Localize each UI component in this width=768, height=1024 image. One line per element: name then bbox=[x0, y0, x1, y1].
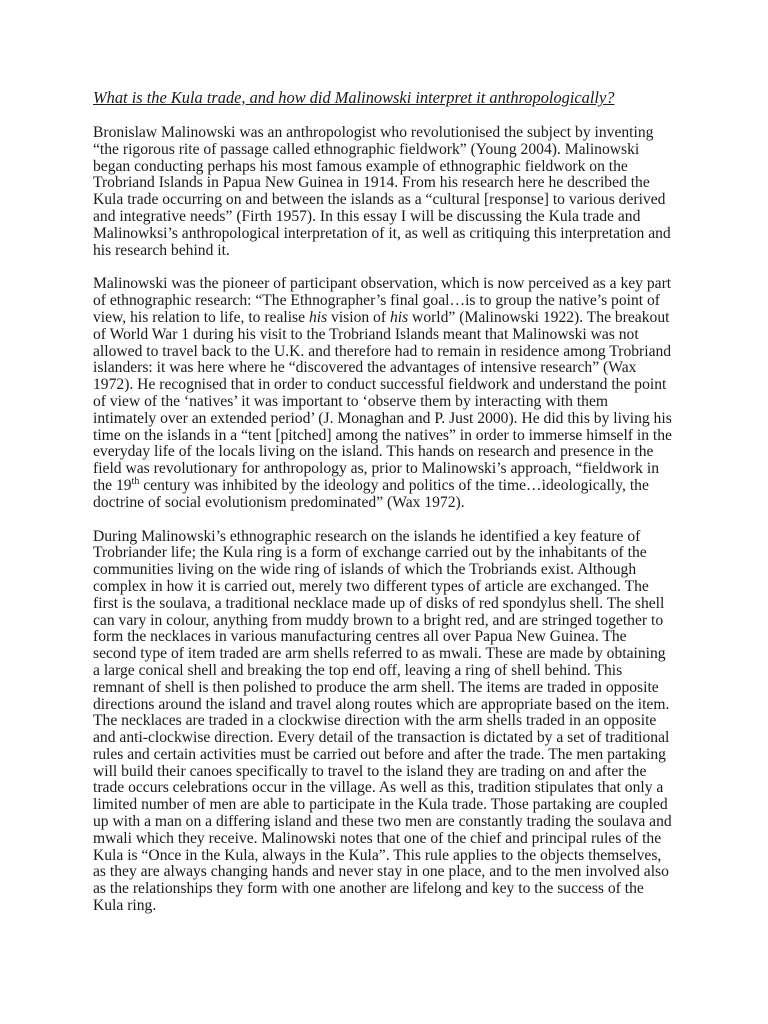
paragraph-text-part-c: world” (Malinowski 1922). The breakout of World War 1 during his visit to the Trobriand Islands meant that Malinowski was not allowed to travel back to the U.K. and therefore had to remain in residence among Trobriand islanders: it was here where he “discovered the advantages of intensive research” (Wax 1972). He recognised that in order to conduct successful fieldwork and understand the point of view of the ‘natives’ it was important to ‘observe them by interacting with them intimately over an extended period’ (J. Monaghan and P. Just 2000). He did this by living his time on the islands in a “tent [pitched] among the natives” in order to immerse himself in the everyday life of the locals living on the island. This hands on research and presence in the field was revolutionary for anthropology as, prior to Malinowski’s approach, “fieldwork in the 19 bbox=[93, 308, 672, 494]
document-body bbox=[93, 88, 673, 932]
paragraph-intro bbox=[93, 125, 673, 259]
paragraph-text-part-d: century was inhibited by the ideology and politics of the time…ideologically, the doctrine of social evolutionism predominated” (Wax 1972). bbox=[93, 476, 649, 511]
superscript-th: th bbox=[131, 475, 140, 487]
paragraph-intro-text: Bronislaw Malinowski was an anthropologist who revolutionised the subject by inventing “the rigorous rite of passage called ethnographic fieldwork” (Young 2004). Malinowski began conducting perhaps his most famous example of ethnographic fieldwork on the Trobriand Islands in Papua New Guinea in 1914. From his research here he described the Kula trade occurring on and between the islands as a “cultural [response] to various derived and integrative needs” (Firth 1957). In this essay I will be discussing the Kula trade and Malinowksi’s anthropological interpretation of it, as well as critiquing this interpretation and his research behind it. bbox=[93, 124, 671, 259]
paragraph-text-part-b: vision of bbox=[327, 308, 390, 326]
italic-his-1: his bbox=[308, 308, 328, 326]
document-title: What is the Kula trade, and how did Malinowski interpret it anthropologically? bbox=[93, 88, 615, 107]
paragraph-kula-ring bbox=[93, 529, 673, 915]
paragraph-participant-observation bbox=[93, 276, 673, 511]
italic-his-2: his bbox=[389, 308, 409, 326]
paragraph-kula-ring-text: During Malinowski’s ethnographic research on the islands he identified a key feature of Trobriander life; the Kula ring is a form of exchange carried out by the inhabitants of the communities living on the wide ring of islands of which the Trobriands exist. Although complex in how it is carried out, merely two different types of article are exchanged. The first is the soulava, a traditional necklace made up of disks of red spondylus shell. The shell can vary in colour, anything from muddy brown to a bright red, and are stringed together to form the necklaces in various manufacturing centres all over Papua New Guinea. The second type of item traded are arm shells referred to as mwali. These are made by obtaining a large conical shell and breaking the top end off, leaving a ring of shell behind. This remnant of shell is then polished to produce the arm shell. The items are traded in opposite directions around the island and travel along routes which are appropriate based on the item. The necklaces are traded in a clockwise direction with the arm shells traded in an opposite and anti-clockwise direction. Every detail of the transaction is dictated by a set of traditional rules and certain activities must be carried out before and after the trade. The men partaking will build their canoes specifically to travel to the island they are trading on and after the trade occurs celebrations occur in the village. As well as this, tradition stipulates that only a limited number of men are able to participate in the Kula trade. Those partaking are coupled up with a man on a differing island and these two men are constantly trading the soulava and mwali which they receive. Malinowski notes that one of the chief and principal rules of the Kula is “Once in the Kula, always in the Kula”. This rule applies to the objects themselves, as they are always changing hands and never stay in one place, and to the men involved also as the relationships they form with one another are lifelong and key to the success of the Kula ring. bbox=[93, 527, 672, 915]
paragraph-text-part-a: Malinowski was the pioneer of participant observation, which is now perceived as a key part of ethnographic research: “The Ethnographer’s final goal…is to group the native’s point of view, his relation to life, to realise bbox=[93, 275, 672, 326]
